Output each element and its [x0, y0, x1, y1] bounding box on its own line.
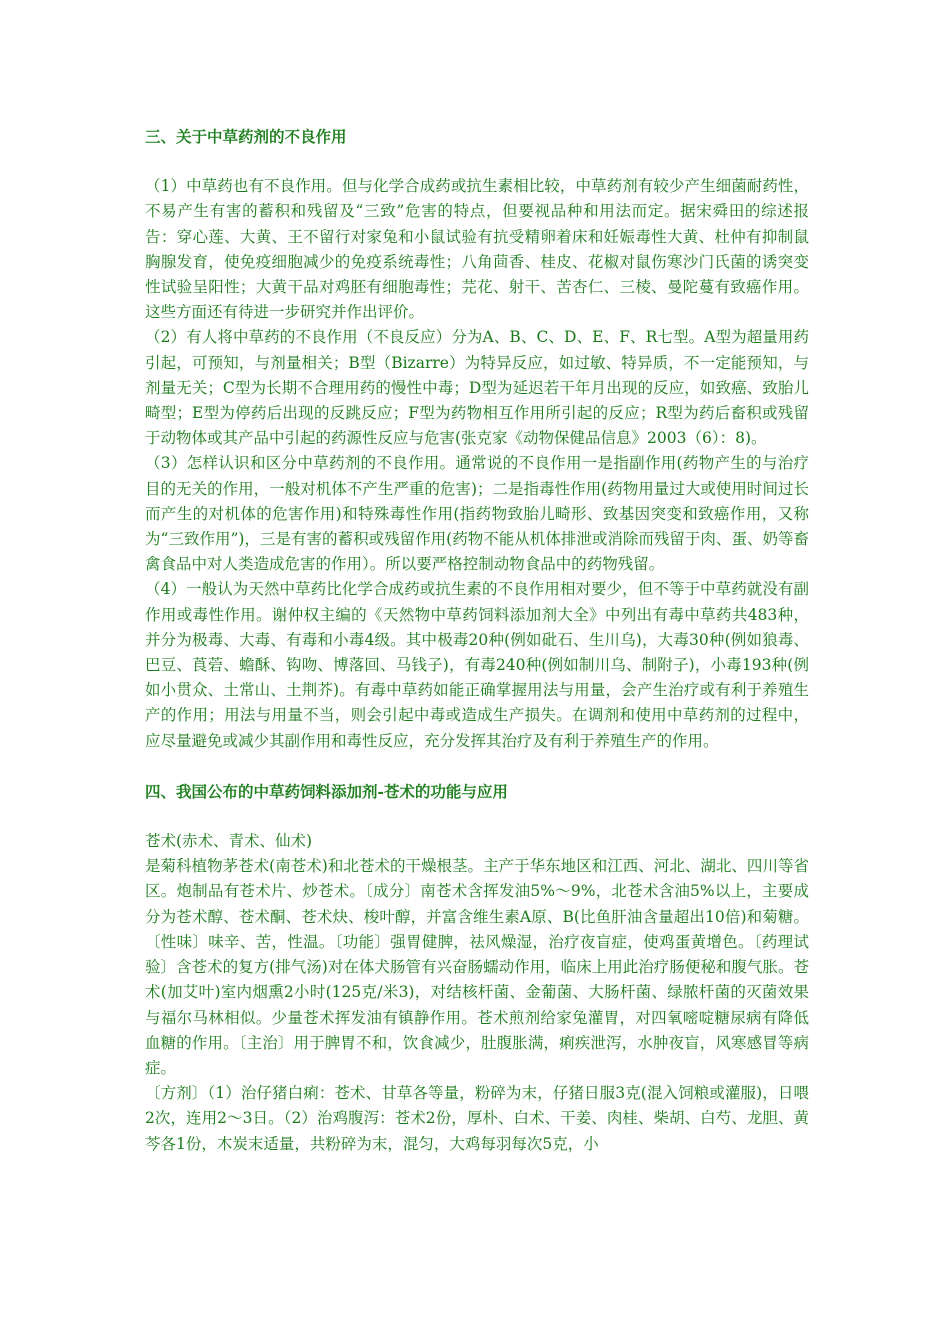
- spacer: [145, 149, 809, 174]
- section-3-paragraph-3: （3）怎样认识和区分中草药剂的不良作用。通常说的不良作用一是指副作用(药物产生的与治疗目的无关的作用，一般对机体不产生严重的危害)；二是指毒性作用(药物用量过大或使用时间过长而产生的对机体的危害作用)和特殊毒性作用(指药物致胎儿畸形、致基因突变和致癌作用，又称为“三致作用”)，三是有害的蓄积或残留作用(药物不能从机体排泄或消除而残留于肉、蛋、奶等畜禽食品中对人类造成危害的作用）。所以要严格控制动物食品中的药物残留。: [145, 454, 809, 574]
- section-3-heading: 三、关于中草药剂的不良作用: [145, 127, 347, 146]
- spacer: [145, 754, 809, 779]
- section-4-paragraph-1: 是菊科植物茅苍术(南苍术)和北苍术的干燥根茎。主产于华东地区和江西、河北、湖北、四川等省区。炮制品有苍术片、炒苍术。〔成分〕南苍术含挥发油5%～9%，北苍术含油5%以上，主要成分为苍术醇、苍术酮、苍术炔、梭叶醇，并富含维生素A原、B(比鱼肝油含量超出10倍)和菊糖。〔性味〕味辛、苦，性温。〔功能〕强胃健脾，祛风燥湿，治疗夜盲症，使鸡蛋黄增色。〔药理试验〕含苍术的复方(排气汤)对在体犬肠管有兴奋肠蠕动作用，临床上用此治疗肠便秘和腹气胀。苍术(加艾叶)室内烟熏2小时(125克/米3)，对结核杆菌、金葡菌、大肠杆菌、绿脓杆菌的灭菌效果与福尔马林相似。少量苍术挥发油有镇静作用。苍术煎剂给家兔灌胃，对四氧嘧啶糖尿病有降低血糖的作用。〔主治〕用于脾胃不和，饮食减少，肚腹胀满，痢疾泄泻，水肿夜盲，风寒感冒等病症。: [145, 857, 809, 1077]
- section-3-paragraph-2: （2）有人将中草药的不良作用（不良反应）分为A、B、C、D、E、F、R七型。A型为超量用药引起，可预知，与剂量相关；B型（Bizarre）为特异反应，如过敏、特异质，不一定能预知，与剂量无关；C型为长期不合理用药的慢性中毒；D型为延迟若干年月出现的反应，如致癌、致胎儿畸型；E型为停药后出现的反跳反应；F型为药物相互作用所引起的反应；R型为药后畜积或残留于动物体或其产品中引起的药源性反应与危害(张克家《动物保健品信息》2003（6）：8)。: [145, 328, 809, 448]
- section-4-subtitle: 苍术(赤术、青术、仙术): [145, 832, 313, 851]
- spacer: [145, 804, 809, 829]
- section-3-paragraph-1: （1）中草药也有不良作用。但与化学合成药或抗生素相比较，中草药剂有较少产生细菌耐药性，不易产生有害的蓄积和残留及“三致”危害的特点，但要视品种和用法而定。据宋舜田的综述报告：穿心莲、大黄、王不留行对家兔和小鼠试验有抗受精卵着床和妊娠毒性大黄、杜仲有抑制鼠胸腺发育，使免疫细胞减少的免疫系统毒性；八角茴香、桂皮、花椒对鼠伤寒沙门氏菌的诱突变性试验呈阳性；大黄干品对鸡胚有细胞毒性；芫花、射干、苦杏仁、三棱、曼陀蔓有致癌作用。这些方面还有待进一步研究并作出评价。: [145, 177, 809, 322]
- section-4-heading: 四、我国公布的中草药饲料添加剂-苍术的功能与应用: [145, 781, 508, 801]
- section-4-paragraph-2: 〔方剂〕（1）治仔猪白痢：苍术、甘草各等量，粉碎为末，仔猪日服3克(混入饲粮或灌服)，日喂2次，连用2～3日。（2）治鸡腹泻：苍术2份，厚朴、白术、干姜、肉桂、柴胡、白芍、龙胆、黄芩各1份，木炭末适量，共粉碎为末，混匀，大鸡每羽每次5克，小: [145, 1084, 809, 1153]
- section-3-paragraph-4: （4）一般认为天然中草药比化学合成药或抗生素的不良作用相对要少，但不等于中草药就没有副作用或毒性作用。谢仲权主编的《天然物中草药饲料添加剂大全》中列出有毒中草药共483种，并分为极毒、大毒、有毒和小毒4级。其中极毒20种(例如砒石、生川乌)，大毒30种(例如狼毒、巴豆、莨菪、蟾酥、钩吻、博落回、马钱子)，有毒240种(例如制川乌、制附子)，小毒193种(例如小贯众、土常山、土荆芥)。有毒中草药如能正确掌握用法与用量，会产生治疗或有利于养殖生产的作用；用法与用量不当，则会引起中毒或造成生产损失。在调剂和使用中草药剂的过程中，应尽量避免或减少其副作用和毒性反应，充分发挥其治疗及有利于养殖生产的作用。: [145, 580, 809, 750]
- document-page: [145, 124, 809, 1157]
